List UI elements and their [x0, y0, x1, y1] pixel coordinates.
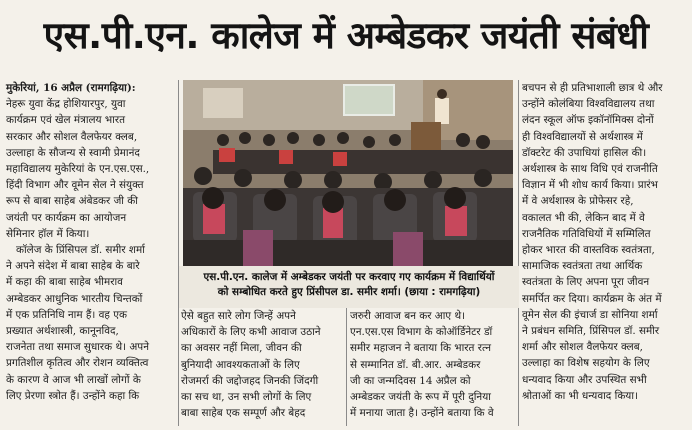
text-line: ही विश्वविद्यालयों से अर्थशास्त्र में: [522, 130, 643, 143]
text-line: वकालत भी की, लेकिन बाद में वे: [522, 211, 645, 224]
text-line: उन्होंने कोलंबिया विश्वविद्यालय तथा: [522, 98, 655, 111]
column-rule: [518, 80, 519, 426]
text-line: कॉलेज के प्रिंसिपल डॉ. समीर शर्मा: [16, 244, 145, 257]
text-line: जरुरी आवाज बन कर आए थे।: [350, 310, 466, 322]
article-column-1: [6, 80, 174, 404]
text-line: स्वतंत्रता के लिए अपना पूरा जीवन: [522, 276, 650, 289]
text-line: शर्मा और सोशल वैलफेयर क्लब,: [522, 341, 643, 354]
text-line: के कारण वे आज भी लाखों लोगों के: [6, 373, 141, 386]
article-column-2: [181, 308, 341, 421]
text-line: लिए प्रेरणा स्त्रोत हैं। उन्होंने कहा कि: [6, 389, 140, 402]
text-line: होकर भारत की वास्तविक स्वतंत्रता,: [522, 244, 655, 257]
text-line: का सच था, उन सभी लोगों के लिए: [181, 391, 312, 404]
headline: एस.पी.एन. कालेज में अम्बेडकर जयंती संबंधी: [43, 14, 649, 57]
photo-caption: [179, 266, 519, 308]
text-line: सामाजिक स्वतंत्रता तथा आर्थिक: [522, 260, 643, 273]
text-line: रोजमर्रा की जद्दोजहद जिनकी जिंदगी: [181, 374, 319, 387]
caption-line: को सम्बोधित करते हुए प्रिंसीपल डा. समीर शर्मा। (छाया : रामगढ़िया): [217, 286, 481, 298]
text-line: अम्बेडकर जयंती के रूप में पूरी दुनिया: [350, 391, 491, 404]
dateline: मुकेरियां, 16 अप्रैल (रामगढ़िया):: [6, 82, 136, 94]
text-line: प्रख्यात अर्थशास्त्री, कानूनविद,: [6, 325, 119, 338]
text-line: नेहरू युवा केंद्र होशियारपुर, युवा: [6, 98, 126, 111]
text-line: सेमिनार हॉल में किया।: [6, 227, 90, 240]
text-line: रूप से बाबा साहेब अंबेडकर जी की: [6, 195, 138, 208]
caption-line: एस.पी.एन. कालेज में अम्बेडकर जयंती पर करवाए गए कार्यक्रम में विद्यार्थियों: [203, 271, 495, 283]
text-line: डॉक्टरेट की उपाधियां हासिल की।: [522, 146, 647, 159]
text-line: राजनेता तथा समाज सुधारक थे। अपने: [6, 341, 149, 354]
article-column-4: [522, 80, 686, 404]
text-line: उल्लाहा का विशेष सहयोग के लिए: [522, 357, 650, 370]
article-column-3: [350, 308, 514, 421]
text-line: कार्यक्रम एवं खेल मंत्रालय भारत: [6, 114, 126, 127]
text-line: जी का जन्मदिवस 14 अप्रैल को: [350, 374, 471, 387]
text-line: वूमेन सेल की इंचार्ज डा सोनिया शर्मा: [522, 308, 658, 321]
text-line: अर्थशास्त्र के साथ विधि एवं राजनीति: [522, 163, 658, 176]
text-line: विज्ञान में भी शोध कार्य किया। प्रारंभ: [522, 179, 658, 192]
text-line: में वे अर्थशास्त्र के प्रोफेसर रहे,: [522, 195, 634, 208]
text-line: धन्यवाद किया और उपस्थित सभी: [522, 373, 647, 386]
column-rule: [346, 306, 347, 426]
text-line: सरकार और सोशल वैलफेयर क्लब,: [6, 130, 138, 143]
text-line: एन.एस.एस विभाग के कोऑर्डिनेटर डॉ: [350, 326, 493, 339]
text-line: समीर महाजन ने बताया कि भारत रत्न: [350, 342, 491, 355]
text-line: समर्पित कर दिया। कार्यक्रम के अंत में: [522, 292, 662, 305]
text-line: अम्बेडकर आधुनिक भारतीय चिन्तकों: [6, 292, 143, 305]
text-line: ऐसे बहुत सारे लोग जिन्हें अपने: [181, 310, 296, 322]
text-line: ने अपने संदेश में बाबा साहेब के बारे: [6, 260, 140, 273]
text-line: में कहा की बाबा साहेब भीमराव: [6, 276, 123, 289]
text-line: राजनैतिक गतिविधियों में सम्मिलित: [522, 227, 651, 240]
text-line: से सम्मानित डॉ. बी.आर. अम्बेडकर: [350, 358, 481, 371]
text-line: लंदन स्कूल ऑफ इकॉनॉमिक्स दोनों: [522, 114, 654, 127]
text-line: जयंती पर कार्यक्रम का आयोजन: [6, 211, 127, 224]
column-rule: [178, 80, 179, 426]
text-line: बुनियादी आवश्यकताओं के लिए: [181, 358, 300, 371]
text-line: प्रगतिशील कृतित्व और रोशन व्यक्तित्व: [6, 357, 149, 370]
text-line: अधिकारों के लिए कभी आवाज उठाने: [181, 326, 321, 339]
text-line: में मनाया जाता है। उन्होंने बताया कि वे: [350, 407, 494, 420]
text-line: ने प्रबंधन समिति, प्रिंसिपल डॉ. समीर: [522, 325, 660, 338]
event-photo: [183, 80, 513, 266]
text-line: श्रोताओं का भी धन्यवाद किया।: [522, 389, 638, 402]
text-line: महाविद्यालय मुकेरियां के एन.एस.एस.,: [6, 163, 150, 176]
text-line: हिंदी विभाग और वूमेन सेल ने संयुक्त: [6, 179, 144, 192]
text-line: में एक प्रतिनिधि नाम हैं। वह एक: [6, 308, 127, 321]
text-line: बाबा साहेब एक सम्पूर्ण और बेहद: [181, 407, 306, 420]
text-line: उल्लाहा के सौजन्य से स्वामी प्रेमानंद: [6, 146, 140, 159]
text-line: का अवसर नहीं मिला, जीवन की: [181, 342, 302, 355]
text-line: बचपन से ही प्रतिभाशाली छात्र थे और: [522, 82, 663, 94]
